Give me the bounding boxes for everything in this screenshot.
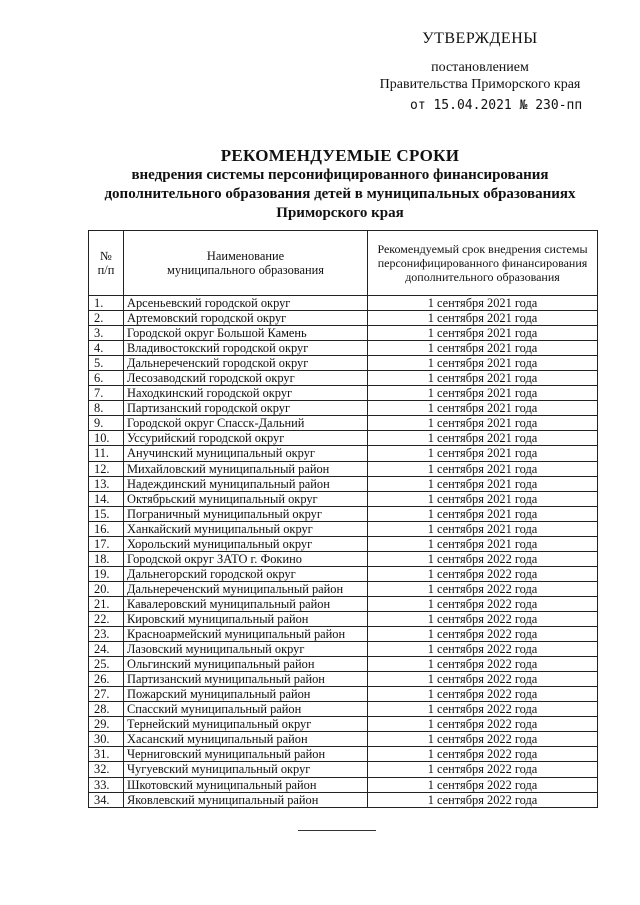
row-number: 20. [89,581,124,596]
table-row [89,702,598,717]
row-number: 3. [89,326,124,341]
table-row [89,551,598,566]
row-number: 5. [89,356,124,371]
table-row [89,521,598,536]
row-name: Городской округ ЗАТО г. Фокино [124,551,368,566]
row-number: 13. [89,476,124,491]
table-row [89,461,598,476]
row-name: Дальнереченский муниципальный район [124,581,368,596]
table-row [89,491,598,506]
table-row [89,596,598,611]
row-number: 21. [89,596,124,611]
row-date: 1 сентября 2021 года [368,416,598,431]
row-name: Хасанский муниципальный район [124,732,368,747]
row-number: 16. [89,521,124,536]
row-date: 1 сентября 2021 года [368,311,598,326]
row-name: Партизанский городской округ [124,401,368,416]
row-number: 26. [89,672,124,687]
row-date: 1 сентября 2021 года [368,326,598,341]
row-name: Дальнереченский городской округ [124,356,368,371]
row-number: 23. [89,627,124,642]
end-divider [298,830,376,831]
row-name: Тернейский муниципальный округ [124,717,368,732]
row-date: 1 сентября 2022 года [368,657,598,672]
row-name: Кавалеровский муниципальный район [124,596,368,611]
row-number: 18. [89,551,124,566]
table-row [89,627,598,642]
row-number: 33. [89,777,124,792]
row-name: Пограничный муниципальный округ [124,506,368,521]
header-num: № п/п [89,231,124,296]
row-number: 25. [89,657,124,672]
row-number: 2. [89,311,124,326]
table-row [89,792,598,807]
table-row [89,747,598,762]
document-title: РЕКОМЕНДУЕМЫЕ СРОКИ [220,146,460,165]
row-name: Артемовский городской округ [124,311,368,326]
row-number: 8. [89,401,124,416]
table-row [89,611,598,626]
row-date: 1 сентября 2022 года [368,717,598,732]
row-date: 1 сентября 2021 года [368,506,598,521]
row-date: 1 сентября 2022 года [368,672,598,687]
row-name: Городской округ Спасск-Дальний [124,416,368,431]
row-number: 31. [89,747,124,762]
row-date: 1 сентября 2022 года [368,777,598,792]
row-number: 1. [89,296,124,311]
row-number: 22. [89,611,124,626]
row-date: 1 сентября 2022 года [368,551,598,566]
row-date: 1 сентября 2022 года [368,627,598,642]
row-number: 19. [89,566,124,581]
government-label: Правительства Приморского края [379,77,581,92]
row-number: 27. [89,687,124,702]
row-name: Городской округ Большой Камень [124,326,368,341]
table-row [89,341,598,356]
table-row [89,687,598,702]
row-name: Дальнегорский городской округ [124,566,368,581]
table-row [89,717,598,732]
row-name: Чугуевский муниципальный округ [124,762,368,777]
heading-line-3: Приморского края [276,205,404,221]
table-row [89,672,598,687]
header-name: Наименование муниципального образования [124,231,368,296]
row-date: 1 сентября 2021 года [368,491,598,506]
row-number: 24. [89,642,124,657]
row-number: 4. [89,341,124,356]
row-date: 1 сентября 2022 года [368,762,598,777]
row-name: Анучинский муниципальный округ [124,446,368,461]
table-row [89,446,598,461]
document-heading [80,146,600,223]
row-name: Лазовский муниципальный округ [124,642,368,657]
row-name: Кировский муниципальный район [124,611,368,626]
row-name: Владивостокский городской округ [124,341,368,356]
row-date: 1 сентября 2022 года [368,611,598,626]
row-name: Находкинский городской округ [124,386,368,401]
table-row [89,356,598,371]
row-number: 7. [89,386,124,401]
row-number: 32. [89,762,124,777]
table-row [89,431,598,446]
row-date: 1 сентября 2022 года [368,747,598,762]
row-name: Октябрьский муниципальный округ [124,491,368,506]
row-date: 1 сентября 2021 года [368,461,598,476]
decree-number: от 15.04.2021 № 230-пп [410,98,583,113]
row-date: 1 сентября 2021 года [368,371,598,386]
row-date: 1 сентября 2021 года [368,431,598,446]
approved-label: УТВЕРЖДЕНЫ [422,30,538,47]
row-number: 30. [89,732,124,747]
table-row [89,326,598,341]
table-row [89,296,598,311]
row-number: 11. [89,446,124,461]
table-row [89,506,598,521]
row-date: 1 сентября 2021 года [368,536,598,551]
row-name: Лесозаводский городской округ [124,371,368,386]
row-number: 12. [89,461,124,476]
row-number: 6. [89,371,124,386]
row-date: 1 сентября 2022 года [368,581,598,596]
row-name: Яковлевский муниципальный район [124,792,368,807]
row-name: Хорольский муниципальный округ [124,536,368,551]
table-row [89,642,598,657]
row-name: Михайловский муниципальный район [124,461,368,476]
table-row [89,476,598,491]
table-row [89,386,598,401]
table-row [89,566,598,581]
row-date: 1 сентября 2021 года [368,341,598,356]
table-row [89,311,598,326]
row-date: 1 сентября 2022 года [368,702,598,717]
row-date: 1 сентября 2021 года [368,386,598,401]
row-number: 34. [89,792,124,807]
header-date: Рекомендуемый срок внедрения системы персонифицированного финансирования дополнительного образования [368,231,598,296]
table-row [89,581,598,596]
row-date: 1 сентября 2021 года [368,296,598,311]
row-date: 1 сентября 2021 года [368,401,598,416]
table-row [89,777,598,792]
row-name: Пожарский муниципальный район [124,687,368,702]
row-date: 1 сентября 2022 года [368,642,598,657]
table-row [89,416,598,431]
row-name: Ханкайский муниципальный округ [124,521,368,536]
row-name: Ольгинский муниципальный район [124,657,368,672]
heading-line-1: внедрения системы персонифицированного финансирования [131,167,549,183]
row-name: Черниговский муниципальный район [124,747,368,762]
row-number: 14. [89,491,124,506]
row-number: 28. [89,702,124,717]
decree-label: постановлением [431,60,529,75]
table-header-row [89,231,598,296]
table-row [89,762,598,777]
row-name: Арсеньевский городской округ [124,296,368,311]
table-row [89,401,598,416]
row-date: 1 сентября 2022 года [368,792,598,807]
table-row [89,657,598,672]
row-name: Партизанский муниципальный район [124,672,368,687]
row-name: Уссурийский городской округ [124,431,368,446]
row-name: Надеждинский муниципальный район [124,476,368,491]
row-number: 9. [89,416,124,431]
heading-line-2: дополнительного образования детей в муниципальных образованиях [104,186,576,202]
row-date: 1 сентября 2021 года [368,356,598,371]
row-date: 1 сентября 2022 года [368,596,598,611]
table-body [89,296,598,808]
row-name: Красноармейский муниципальный район [124,627,368,642]
row-number: 15. [89,506,124,521]
row-name: Шкотовский муниципальный район [124,777,368,792]
row-name: Спасский муниципальный район [124,702,368,717]
row-date: 1 сентября 2021 года [368,446,598,461]
row-date: 1 сентября 2022 года [368,687,598,702]
row-date: 1 сентября 2021 года [368,521,598,536]
row-date: 1 сентября 2022 года [368,732,598,747]
row-number: 17. [89,536,124,551]
table-row [89,536,598,551]
table-row [89,371,598,386]
row-date: 1 сентября 2021 года [368,476,598,491]
row-number: 29. [89,717,124,732]
table-row [89,732,598,747]
row-date: 1 сентября 2022 года [368,566,598,581]
schedule-table [88,230,598,808]
row-number: 10. [89,431,124,446]
